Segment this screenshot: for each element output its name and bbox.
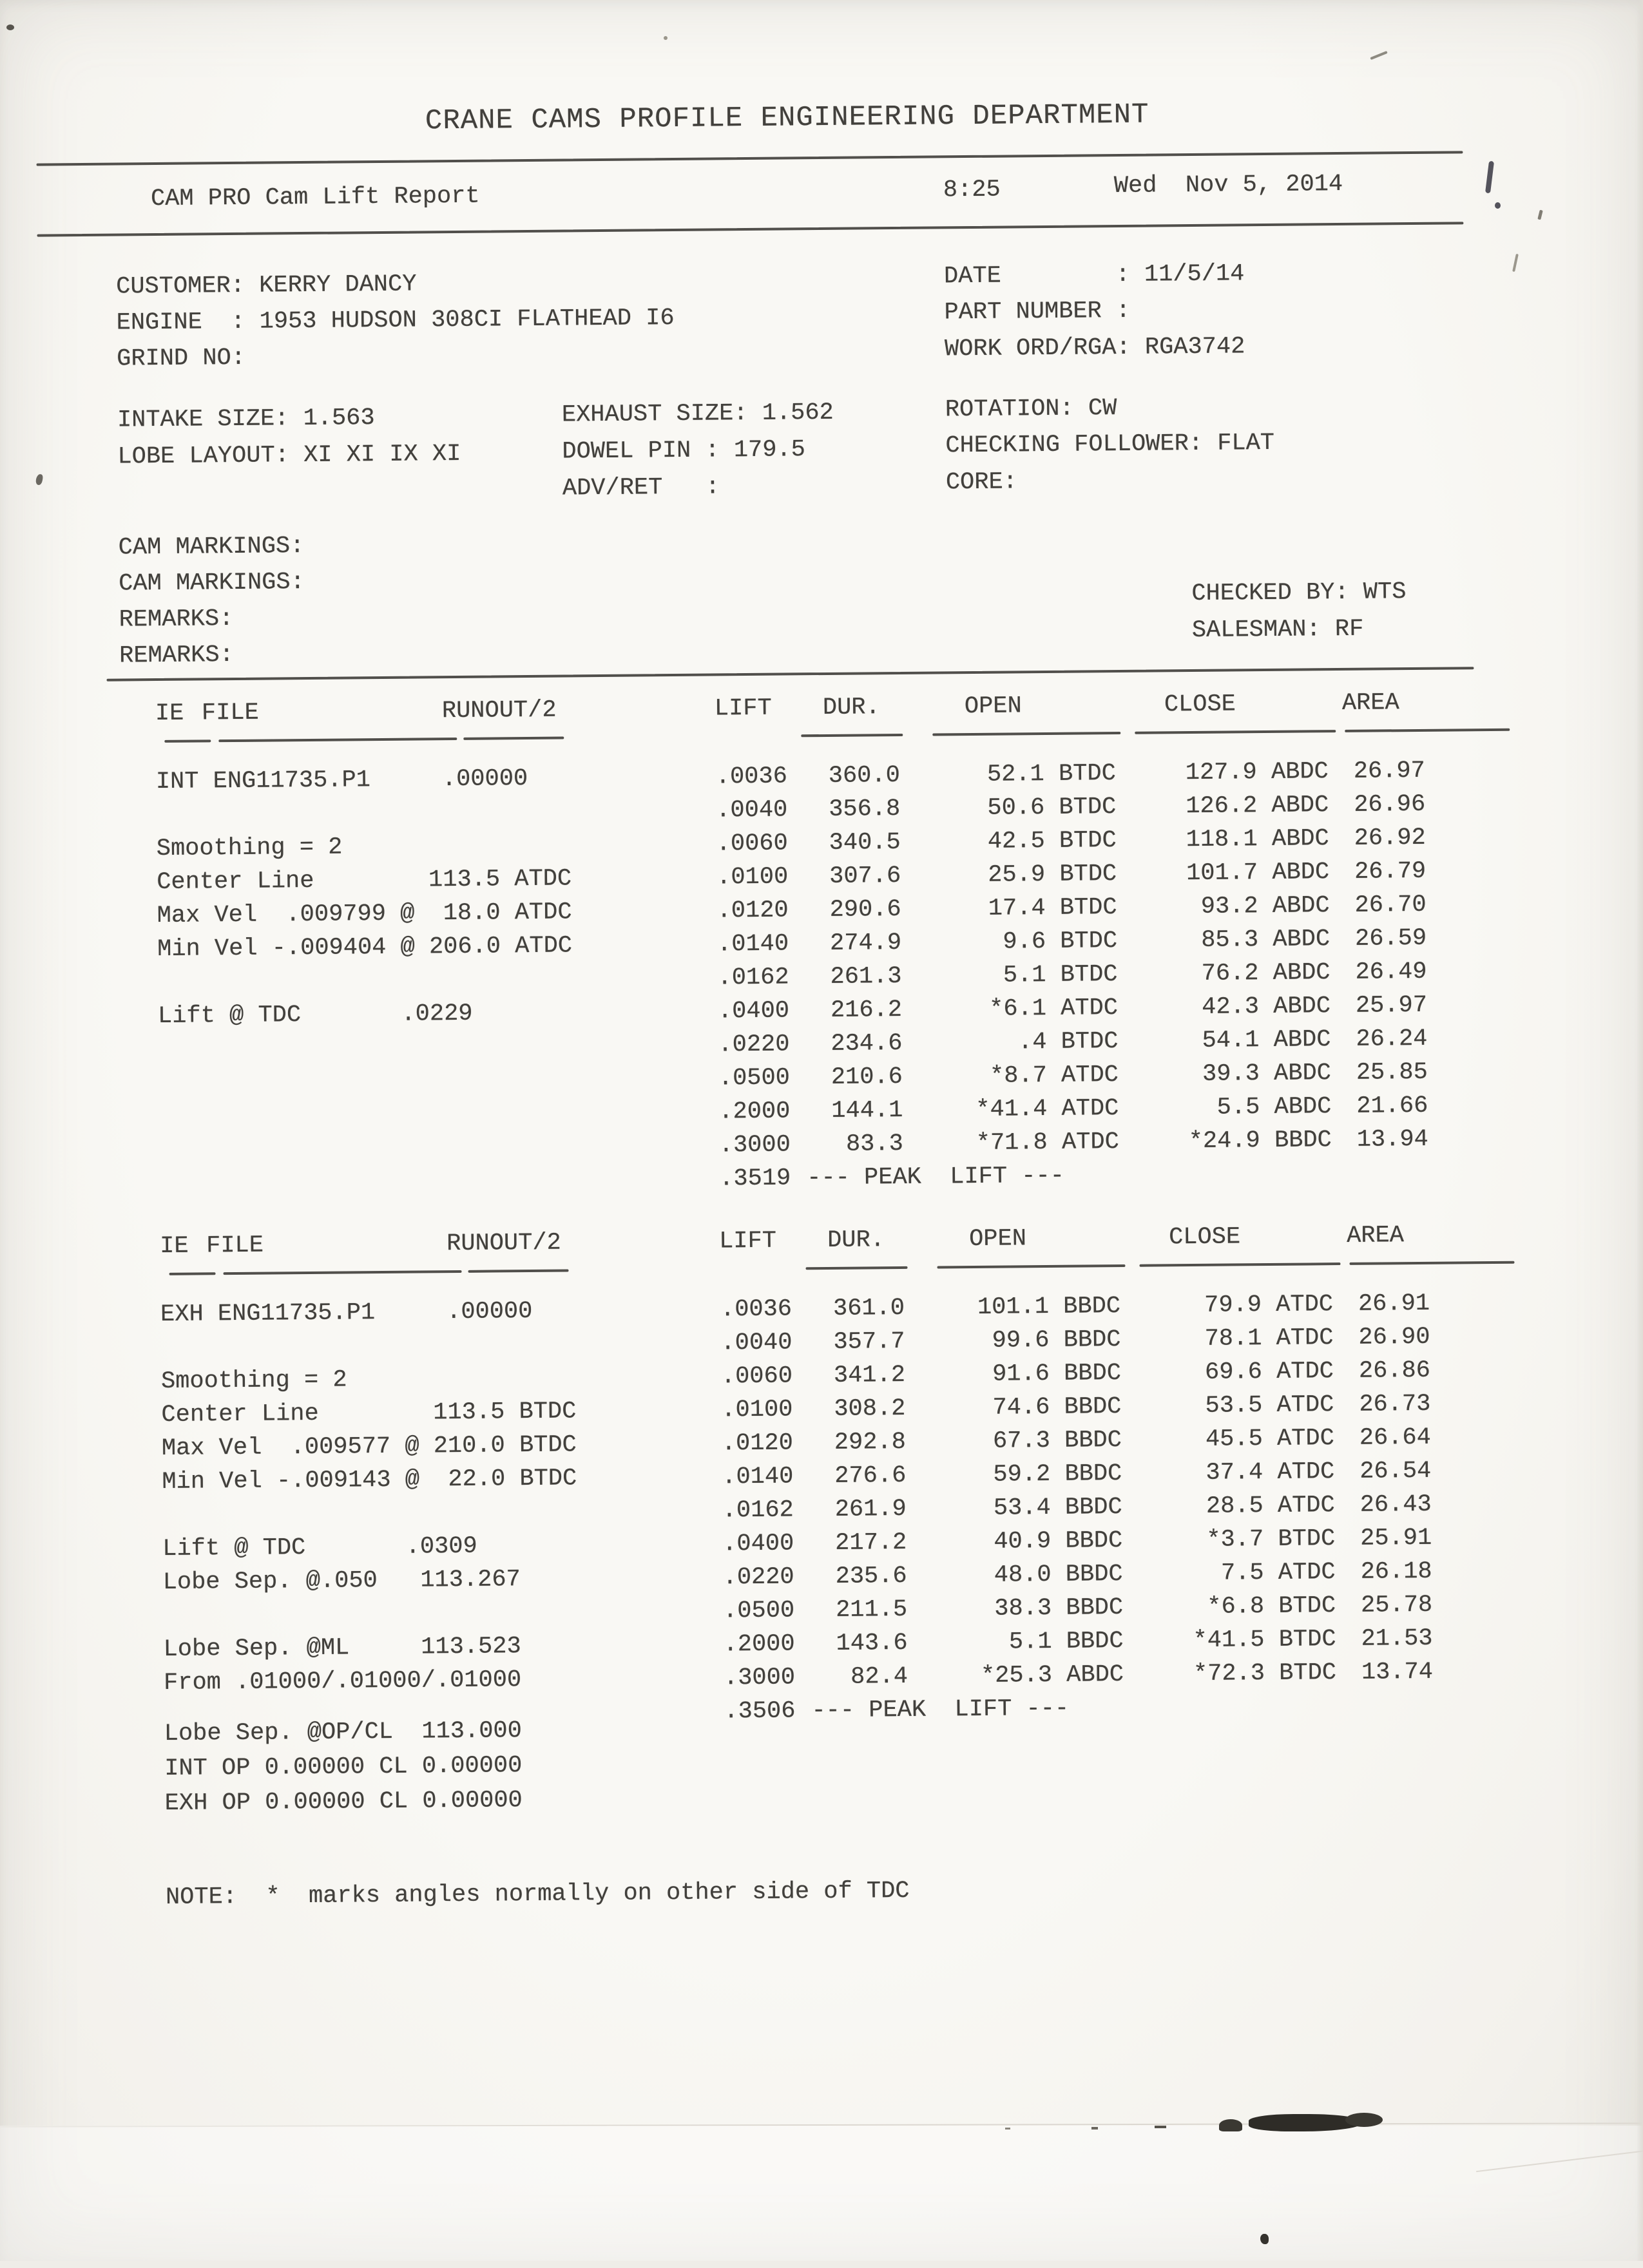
lift-value: .0120: [721, 1429, 794, 1458]
close-angle-value: 85.3 ABDC: [1201, 926, 1331, 954]
close-angle-value: 93.2 ABDC: [1200, 892, 1330, 920]
col-header-dur: DUR.: [827, 1226, 885, 1254]
row-label: From .01000/.01000/.01000: [163, 1666, 522, 1697]
duration-value: 83.3: [845, 1130, 904, 1158]
open-angle-value: 38.3 BBDC: [994, 1594, 1124, 1623]
area-value: 13.94: [1356, 1125, 1428, 1154]
cam-markings-line: CAM MARKINGS:: [118, 533, 305, 562]
row-label: Center Line 113.5 BTDC: [161, 1398, 577, 1429]
open-angle-value: *8.7 ATDC: [989, 1062, 1119, 1090]
paper-right-edge: [1637, 0, 1643, 2261]
col-header-runout: RUNOUT/2: [441, 696, 557, 725]
rotation: ROTATION: CW: [945, 395, 1117, 424]
open-angle-value: 9.6 BTDC: [1003, 928, 1118, 956]
open-angle-value: 50.6 BTDC: [987, 794, 1117, 822]
lift-value: .0100: [716, 863, 789, 891]
duration-value: 276.6: [834, 1462, 907, 1490]
row-label: Lift @ TDC .0229: [157, 1000, 473, 1031]
lift-value: .0400: [722, 1530, 794, 1558]
row-label: EXH ENG11735.P1 .00000: [160, 1297, 533, 1329]
lift-value: .0220: [718, 1031, 790, 1059]
col-header-ie: IE: [155, 700, 184, 728]
open-angle-value: 5.1 BTDC: [1003, 961, 1118, 989]
duration-value: 210.6: [831, 1063, 903, 1091]
remarks-line: REMARKS:: [119, 605, 234, 634]
lift-value: .0120: [716, 897, 789, 925]
horizontal-rule: [37, 222, 1463, 236]
row-label: Smoothing = 2: [160, 1366, 347, 1396]
exh-opcl-line: EXH OP 0.00000 CL 0.00000: [164, 1787, 523, 1817]
duration-value: 307.6: [829, 862, 901, 890]
table-header-row: [160, 1221, 1468, 1265]
area-value: 26.49: [1355, 958, 1427, 986]
close-angle-value: 126.2 ABDC: [1186, 792, 1329, 821]
footnote: NOTE: * marks angles normally on other side of TDC: [165, 1877, 910, 1911]
area-value: 26.59: [1354, 924, 1427, 953]
col-header-open: OPEN: [968, 1225, 1027, 1253]
core: CORE:: [945, 468, 1018, 497]
row-label: Smoothing = 2: [156, 834, 343, 863]
ink-speck: [6, 24, 14, 30]
close-angle-value: 5.5 ABDC: [1216, 1093, 1332, 1121]
checked-by: CHECKED BY: WTS: [1191, 578, 1407, 608]
duration-value: 292.8: [834, 1428, 907, 1456]
open-angle-value: .4 BTDC: [1017, 1028, 1119, 1056]
close-angle-value: *24.9 BBDC: [1188, 1127, 1332, 1156]
lift-value: .0060: [720, 1362, 793, 1391]
report-time: 8:25: [943, 176, 1001, 204]
duration-value: 274.9: [829, 929, 902, 957]
close-angle-value: 42.3 ABDC: [1201, 993, 1331, 1021]
row-label: Max Vel .009577 @ 210.0 BTDC: [161, 1431, 577, 1463]
ink-speck: [1005, 2128, 1010, 2130]
duration-value: 360.0: [828, 761, 901, 790]
lift-value: .0500: [722, 1597, 795, 1625]
col-header-ie: IE: [159, 1232, 189, 1261]
duration-value: 82.4: [850, 1663, 908, 1691]
duration-value: 341.2: [833, 1361, 906, 1389]
duration-value: 361.0: [832, 1294, 905, 1322]
area-value: 26.86: [1358, 1357, 1431, 1385]
adv-ret: ADV/RET :: [562, 473, 720, 502]
duration-value: 235.6: [835, 1562, 907, 1590]
open-angle-value: *71.8 ATDC: [975, 1129, 1120, 1157]
area-value: 25.91: [1360, 1524, 1432, 1552]
row-label: Lift @ TDC .0309: [162, 1532, 477, 1563]
ink-dot: [1260, 2234, 1269, 2244]
col-header-area: AREA: [1346, 1222, 1405, 1250]
area-value: 25.78: [1360, 1591, 1433, 1619]
page-title: CRANE CAMS PROFILE ENGINEERING DEPARTMENT: [425, 99, 1149, 138]
lift-value: .2000: [718, 1098, 791, 1126]
open-angle-value: 5.1 BBDC: [1008, 1627, 1124, 1656]
area-value: 26.73: [1359, 1390, 1431, 1418]
row-label: Lobe Sep. @ML 113.523: [163, 1633, 521, 1663]
col-header-file: FILE: [206, 1232, 264, 1260]
duration-value: 261.9: [834, 1495, 907, 1523]
duration-value: 340.5: [829, 828, 901, 857]
lift-value: .3506: [724, 1697, 796, 1726]
area-value: 21.66: [1356, 1092, 1428, 1120]
duration-value: 216.2: [830, 996, 903, 1024]
open-angle-value: *25.3 ABDC: [980, 1661, 1124, 1690]
area-value: 26.43: [1360, 1491, 1432, 1519]
peak-lift-text: --- PEAK LIFT ---: [811, 1695, 1070, 1725]
lift-value: .3000: [723, 1664, 796, 1692]
lift-value: .2000: [723, 1630, 795, 1659]
report-title: CAM PRO Cam Lift Report: [150, 182, 480, 213]
duration-value: 144.1: [831, 1096, 903, 1125]
close-angle-value: 118.1 ABDC: [1186, 825, 1329, 854]
col-header-open: OPEN: [964, 692, 1022, 721]
salesman: SALESMAN: RF: [1191, 615, 1364, 645]
close-angle-value: *3.7 BTDC: [1206, 1525, 1336, 1554]
int-opcl-line: INT OP 0.00000 CL 0.00000: [164, 1752, 523, 1782]
close-angle-value: 54.1 ABDC: [1202, 1026, 1331, 1054]
close-angle-value: 79.9 ATDC: [1204, 1291, 1334, 1319]
lift-value: .0140: [716, 930, 789, 958]
duration-value: 261.3: [830, 962, 902, 991]
duration-value: 211.5: [835, 1596, 908, 1624]
open-angle-value: 25.9 BTDC: [988, 861, 1117, 889]
close-angle-value: *41.5 BTDC: [1193, 1626, 1336, 1655]
close-angle-value: 39.3 ABDC: [1202, 1060, 1332, 1088]
checking-follower: CHECKING FOLLOWER: FLAT: [945, 429, 1275, 460]
col-header-dur: DUR.: [822, 694, 880, 722]
area-value: 26.91: [1358, 1290, 1430, 1318]
row-label: INT ENG11735.P1 .00000: [155, 765, 528, 796]
area-value: 26.24: [1356, 1025, 1428, 1053]
duration-value: 217.2: [835, 1529, 907, 1557]
table-header-row: [155, 689, 1463, 732]
row-label: Center Line 113.5 ATDC: [157, 865, 572, 897]
open-angle-value: 59.2 BBDC: [993, 1460, 1122, 1489]
close-angle-value: 7.5 ATDC: [1220, 1559, 1336, 1587]
duration-value: 357.7: [833, 1328, 905, 1356]
ink-speck: [1155, 2126, 1166, 2128]
ink-speck: [1091, 2127, 1098, 2130]
intake-lift-table: [155, 689, 1468, 1222]
open-angle-value: 48.0 BBDC: [994, 1560, 1123, 1589]
open-angle-value: 91.6 BBDC: [992, 1360, 1122, 1388]
intake-size: INTAKE SIZE: 1.563: [117, 405, 375, 434]
row-label: Max Vel .009799 @ 18.0 ATDC: [157, 899, 572, 930]
open-angle-value: 52.1 BTDC: [986, 760, 1117, 788]
lobe-sep-opcl-line: Lobe Sep. @OP/CL 113.000: [164, 1717, 523, 1748]
duration-value: 143.6: [836, 1629, 908, 1657]
close-angle-value: 127.9 ABDC: [1185, 758, 1329, 787]
exhaust-size: EXHAUST SIZE: 1.562: [561, 399, 834, 429]
open-angle-value: 40.9 BBDC: [994, 1527, 1123, 1556]
customer-line: CUSTOMER: KERRY DANCY: [115, 271, 417, 301]
open-angle-value: 101.1 BBDC: [977, 1293, 1121, 1321]
remarks-line: REMARKS:: [119, 641, 234, 670]
lift-value: .0040: [720, 1329, 793, 1357]
row-label: Min Vel -.009404 @ 206.0 ATDC: [157, 932, 573, 964]
horizontal-rule: [37, 151, 1463, 166]
area-value: 25.85: [1356, 1058, 1428, 1087]
col-header-lift: LIFT: [714, 694, 772, 723]
close-angle-value: *72.3 BTDC: [1193, 1659, 1337, 1688]
close-angle-value: 69.6 ATDC: [1204, 1358, 1334, 1386]
report-date: Wed Nov 5, 2014: [1113, 170, 1343, 200]
lift-value: .0400: [717, 997, 790, 1025]
area-value: 26.97: [1353, 757, 1425, 785]
area-value: 21.53: [1361, 1625, 1433, 1653]
duration-value: 308.2: [834, 1395, 906, 1423]
col-header-area: AREA: [1341, 689, 1399, 717]
ink-speck: [664, 36, 668, 40]
part-number-line: PART NUMBER :: [944, 297, 1131, 327]
date-line: DATE : 11/5/14: [943, 260, 1245, 291]
close-angle-value: 45.5 ATDC: [1205, 1425, 1335, 1453]
area-value: 26.70: [1354, 891, 1427, 919]
col-header-close: CLOSE: [1168, 1223, 1241, 1252]
work-order-line: WORK ORD/RGA: RGA3742: [944, 333, 1245, 363]
lift-value: .0100: [721, 1396, 793, 1424]
cam-markings-line: CAM MARKINGS:: [119, 569, 305, 598]
close-angle-value: 37.4 ATDC: [1206, 1458, 1335, 1487]
ink-smudge: [1345, 2113, 1383, 2127]
close-angle-value: 78.1 ATDC: [1204, 1324, 1334, 1353]
lift-value: .0036: [715, 763, 788, 791]
area-value: 13.74: [1361, 1658, 1434, 1686]
grind-no-line: GRIND NO:: [116, 344, 246, 373]
dowel-pin: DOWEL PIN : 179.5: [562, 436, 806, 466]
area-value: 26.64: [1359, 1424, 1432, 1452]
open-angle-value: 74.6 BBDC: [992, 1393, 1122, 1422]
close-angle-value: *6.8 BTDC: [1207, 1592, 1336, 1621]
row-label: Min Vel -.009143 @ 22.0 BTDC: [162, 1465, 577, 1496]
lift-value: .3000: [718, 1131, 791, 1159]
open-angle-value: *41.4 ATDC: [975, 1095, 1119, 1123]
table-rows: [160, 1290, 1472, 1737]
lift-value: .0060: [716, 830, 788, 858]
lift-value: .0162: [722, 1496, 794, 1525]
close-angle-value: 53.5 ATDC: [1205, 1391, 1334, 1420]
area-value: 26.18: [1360, 1558, 1432, 1586]
open-angle-value: 53.4 BBDC: [993, 1494, 1122, 1522]
open-angle-value: 67.3 BBDC: [992, 1427, 1122, 1455]
duration-value: 356.8: [829, 795, 901, 823]
engine-line: ENGINE : 1953 HUDSON 308CI FLATHEAD I6: [116, 304, 675, 337]
table-rows: [156, 757, 1468, 1204]
col-header-lift: LIFT: [718, 1227, 777, 1255]
duration-value: 234.6: [831, 1029, 903, 1058]
open-angle-value: *6.1 ATDC: [988, 995, 1119, 1023]
col-header-runout: RUNOUT/2: [446, 1229, 561, 1258]
col-header-file: FILE: [201, 699, 259, 727]
open-angle-value: 99.6 BBDC: [992, 1326, 1121, 1355]
lift-value: .3519: [719, 1165, 791, 1193]
lobe-layout: LOBE LAYOUT: XI XI IX XI: [117, 440, 461, 471]
header-underline-segments: [155, 729, 1463, 745]
ink-smudge: [1219, 2119, 1242, 2131]
area-value: 26.96: [1354, 790, 1426, 819]
paper-below-fold: [0, 2126, 1643, 2261]
lift-value: .0220: [722, 1563, 794, 1592]
lift-value: .0036: [720, 1295, 793, 1324]
close-angle-value: 101.7 ABDC: [1186, 859, 1330, 888]
col-header-close: CLOSE: [1164, 691, 1236, 719]
open-angle-value: 17.4 BTDC: [988, 894, 1117, 922]
area-value: 25.97: [1355, 991, 1428, 1020]
pen-mark-dot: [1495, 202, 1501, 209]
exhaust-lift-table: [160, 1221, 1472, 1755]
horizontal-rule: [106, 667, 1474, 681]
open-angle-value: 42.5 BTDC: [987, 827, 1117, 855]
lift-value: .0162: [717, 964, 789, 992]
area-value: 26.79: [1354, 857, 1427, 886]
row-label: Lobe Sep. @.050 113.267: [162, 1566, 521, 1596]
area-value: 26.92: [1354, 824, 1426, 852]
duration-value: 290.6: [829, 895, 901, 924]
peak-lift-text: --- PEAK LIFT ---: [807, 1162, 1065, 1192]
lift-value: .0500: [718, 1064, 791, 1092]
header-underline-segments: [160, 1261, 1468, 1278]
close-angle-value: 28.5 ATDC: [1206, 1492, 1335, 1520]
lift-value: .0040: [716, 796, 788, 824]
close-angle-value: 76.2 ABDC: [1201, 959, 1331, 987]
area-value: 26.54: [1360, 1457, 1432, 1485]
lift-value: .0140: [722, 1463, 794, 1491]
area-value: 26.90: [1358, 1323, 1430, 1351]
